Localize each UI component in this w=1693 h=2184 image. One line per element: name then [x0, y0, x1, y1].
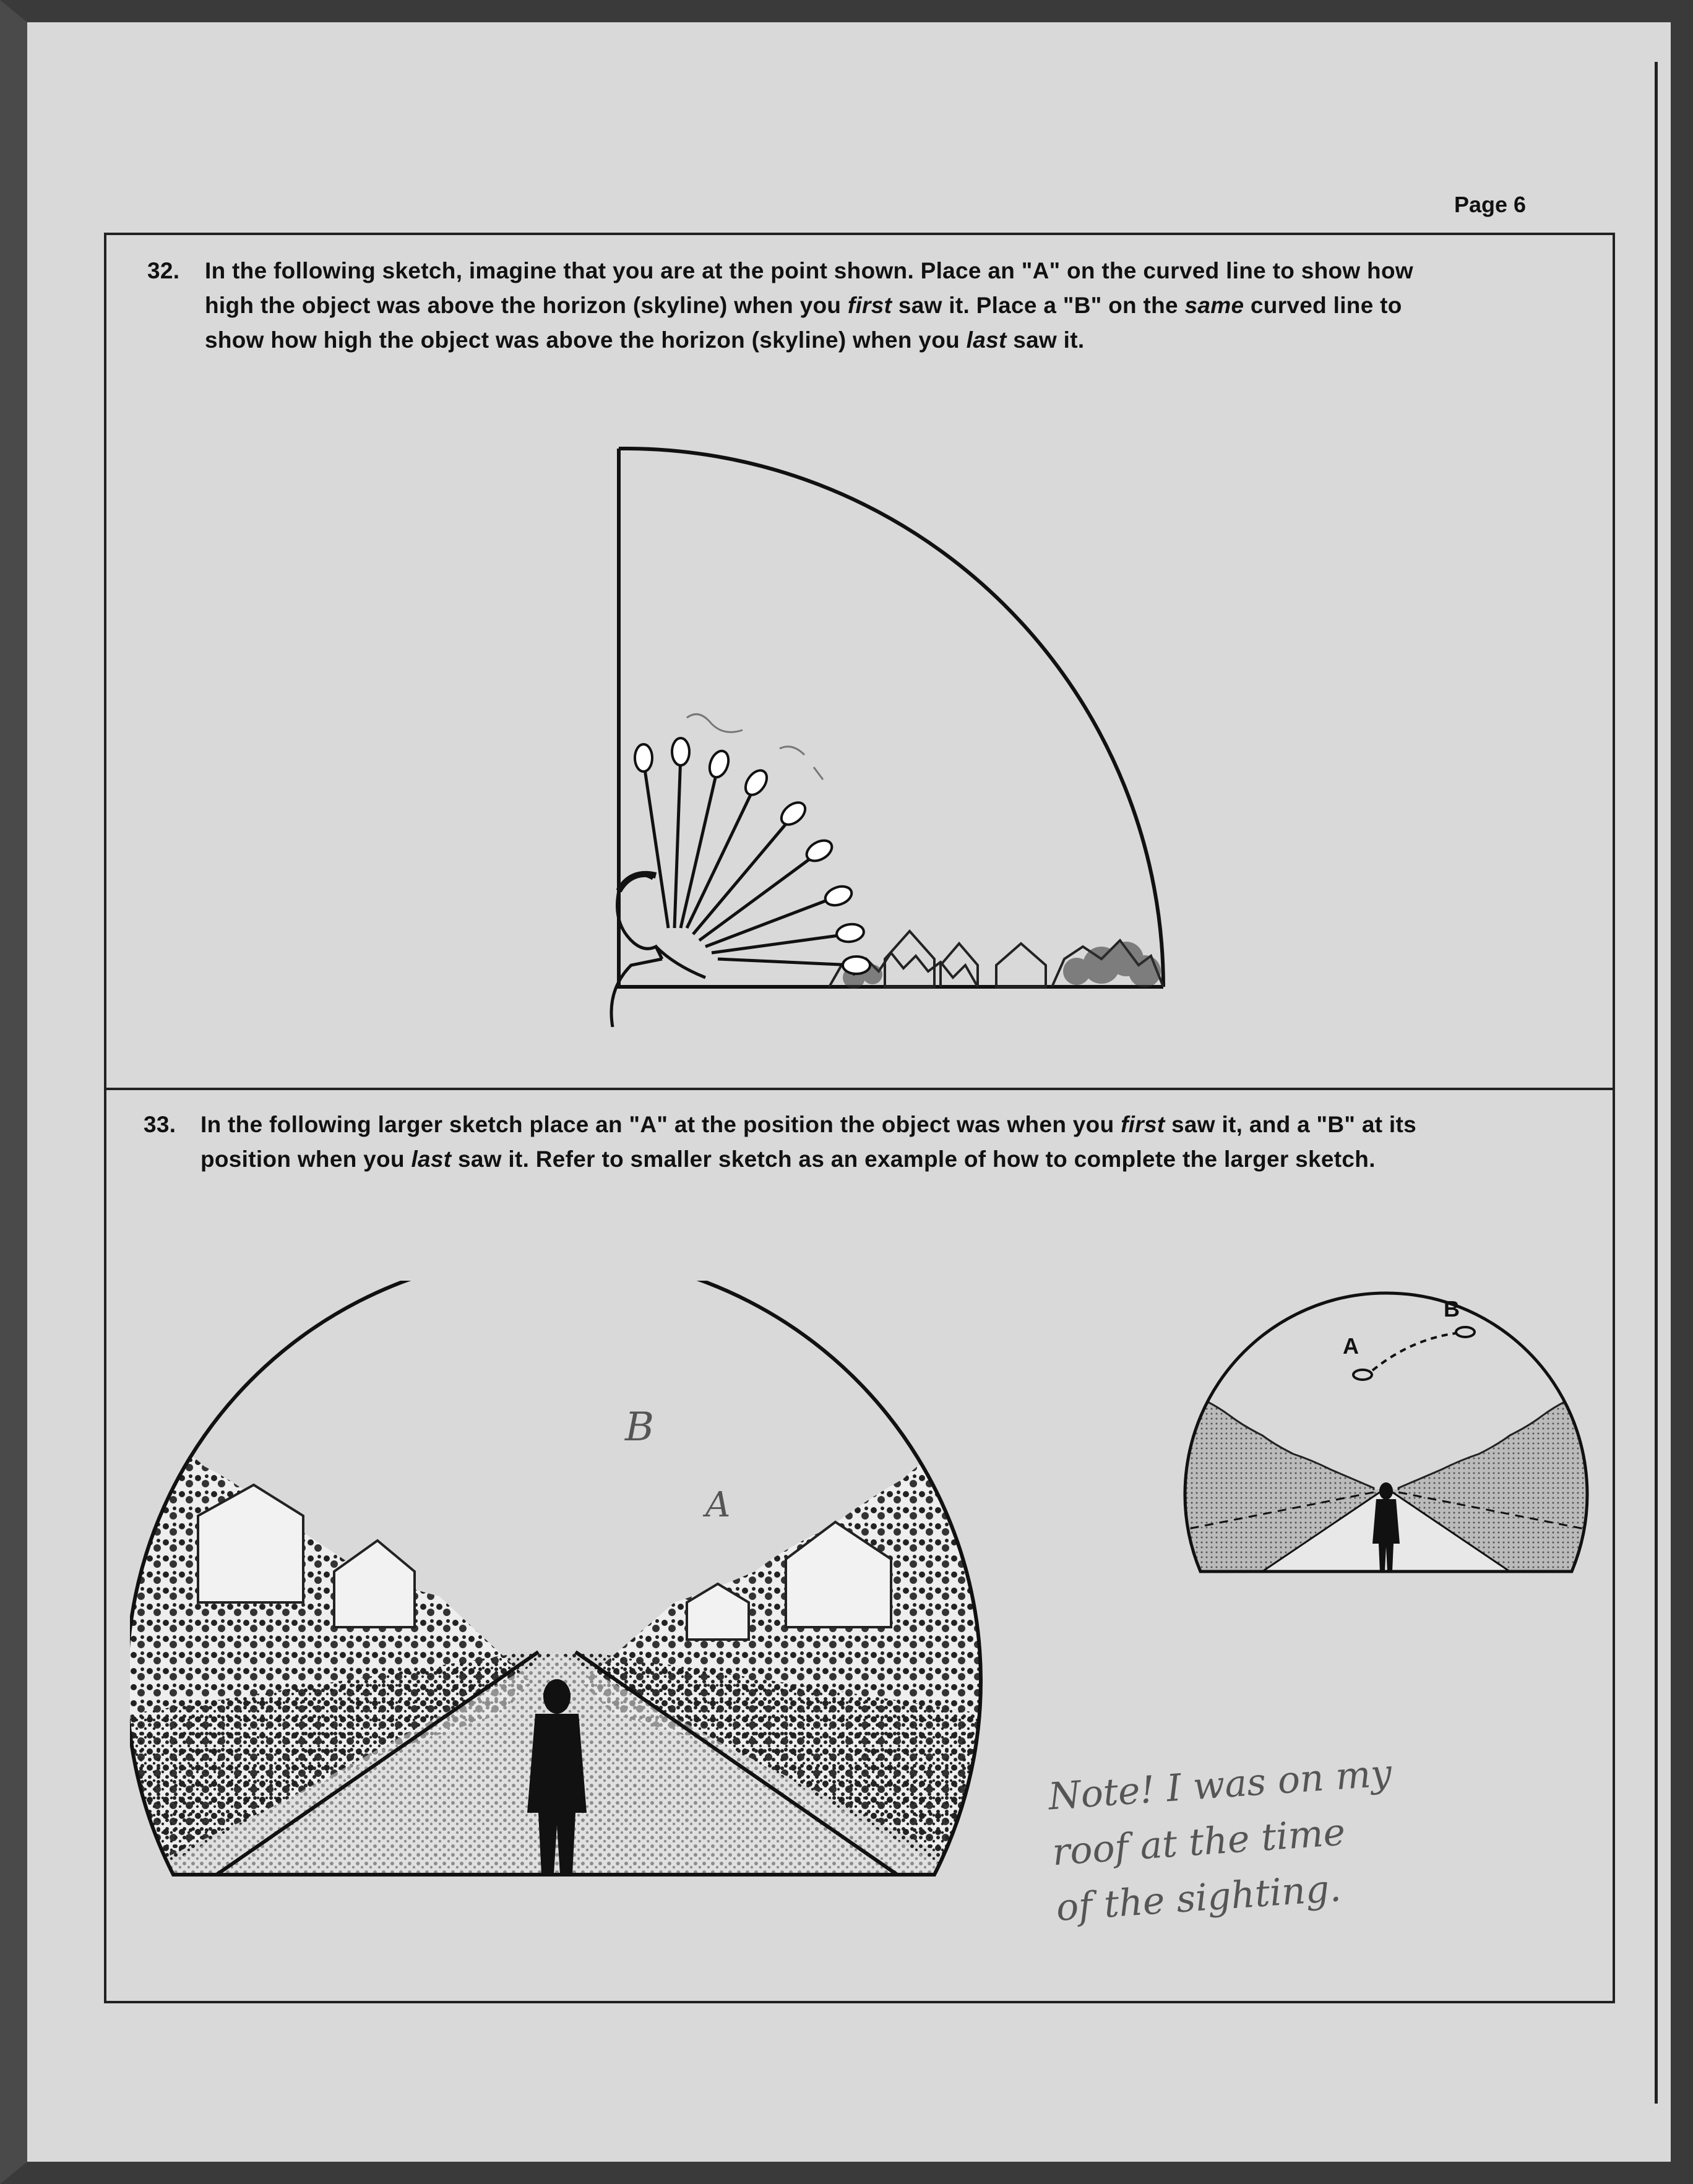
handwritten-mark-a: A: [705, 1485, 731, 1525]
page-number: Page 6: [1454, 192, 1527, 217]
example-object-path: [1353, 1327, 1475, 1380]
handwritten-note: [1046, 1745, 1401, 1936]
handwritten-note-line: of the sighting.: [1054, 1867, 1343, 1930]
pointing-hands: [635, 738, 870, 974]
sketch-33-large-dome: [130, 1281, 984, 1881]
question-text: [205, 254, 1413, 358]
handwritten-note-line: roof at the time: [1051, 1810, 1347, 1875]
question-line: high the object was above the horizon (skyline) when you first saw it. Place a "B" on the same curved line to: [205, 293, 1402, 318]
example-label-b: B: [1444, 1296, 1460, 1322]
faint-handwritten-marks: [687, 714, 823, 780]
handwritten-mark-b: B: [625, 1404, 655, 1450]
handwritten-note-line: Note! I was on my: [1046, 1751, 1394, 1819]
question-line: In the following sketch, imagine that you are at the point shown. Place an "A" on the curved line to show how: [205, 258, 1413, 283]
question-number: 32.: [147, 258, 180, 283]
question-line: In the following larger sketch place an "A" at the position the object was when you first saw it, and a "B" at its: [200, 1112, 1416, 1137]
question-number: 33.: [144, 1112, 176, 1137]
question-line: show how high the object was above the horizon (skyline) when you last saw it.: [205, 327, 1085, 353]
example-label-a: A: [1343, 1333, 1359, 1359]
section-divider: [104, 1088, 1615, 1090]
sketch-33-example-dome: [1176, 1284, 1596, 1581]
skyline-foliage: [843, 942, 1161, 989]
question-33: [144, 1107, 1598, 1182]
page-edge: [1655, 62, 1658, 2104]
observer-figure: [611, 874, 705, 1027]
question-32: [147, 254, 1595, 359]
question-text: [200, 1107, 1416, 1177]
question-line: position when you last saw it. Refer to smaller sketch as an example of how to complete the larger sketch.: [200, 1146, 1376, 1172]
sketch-32-quarter-circle: [594, 433, 1188, 1027]
